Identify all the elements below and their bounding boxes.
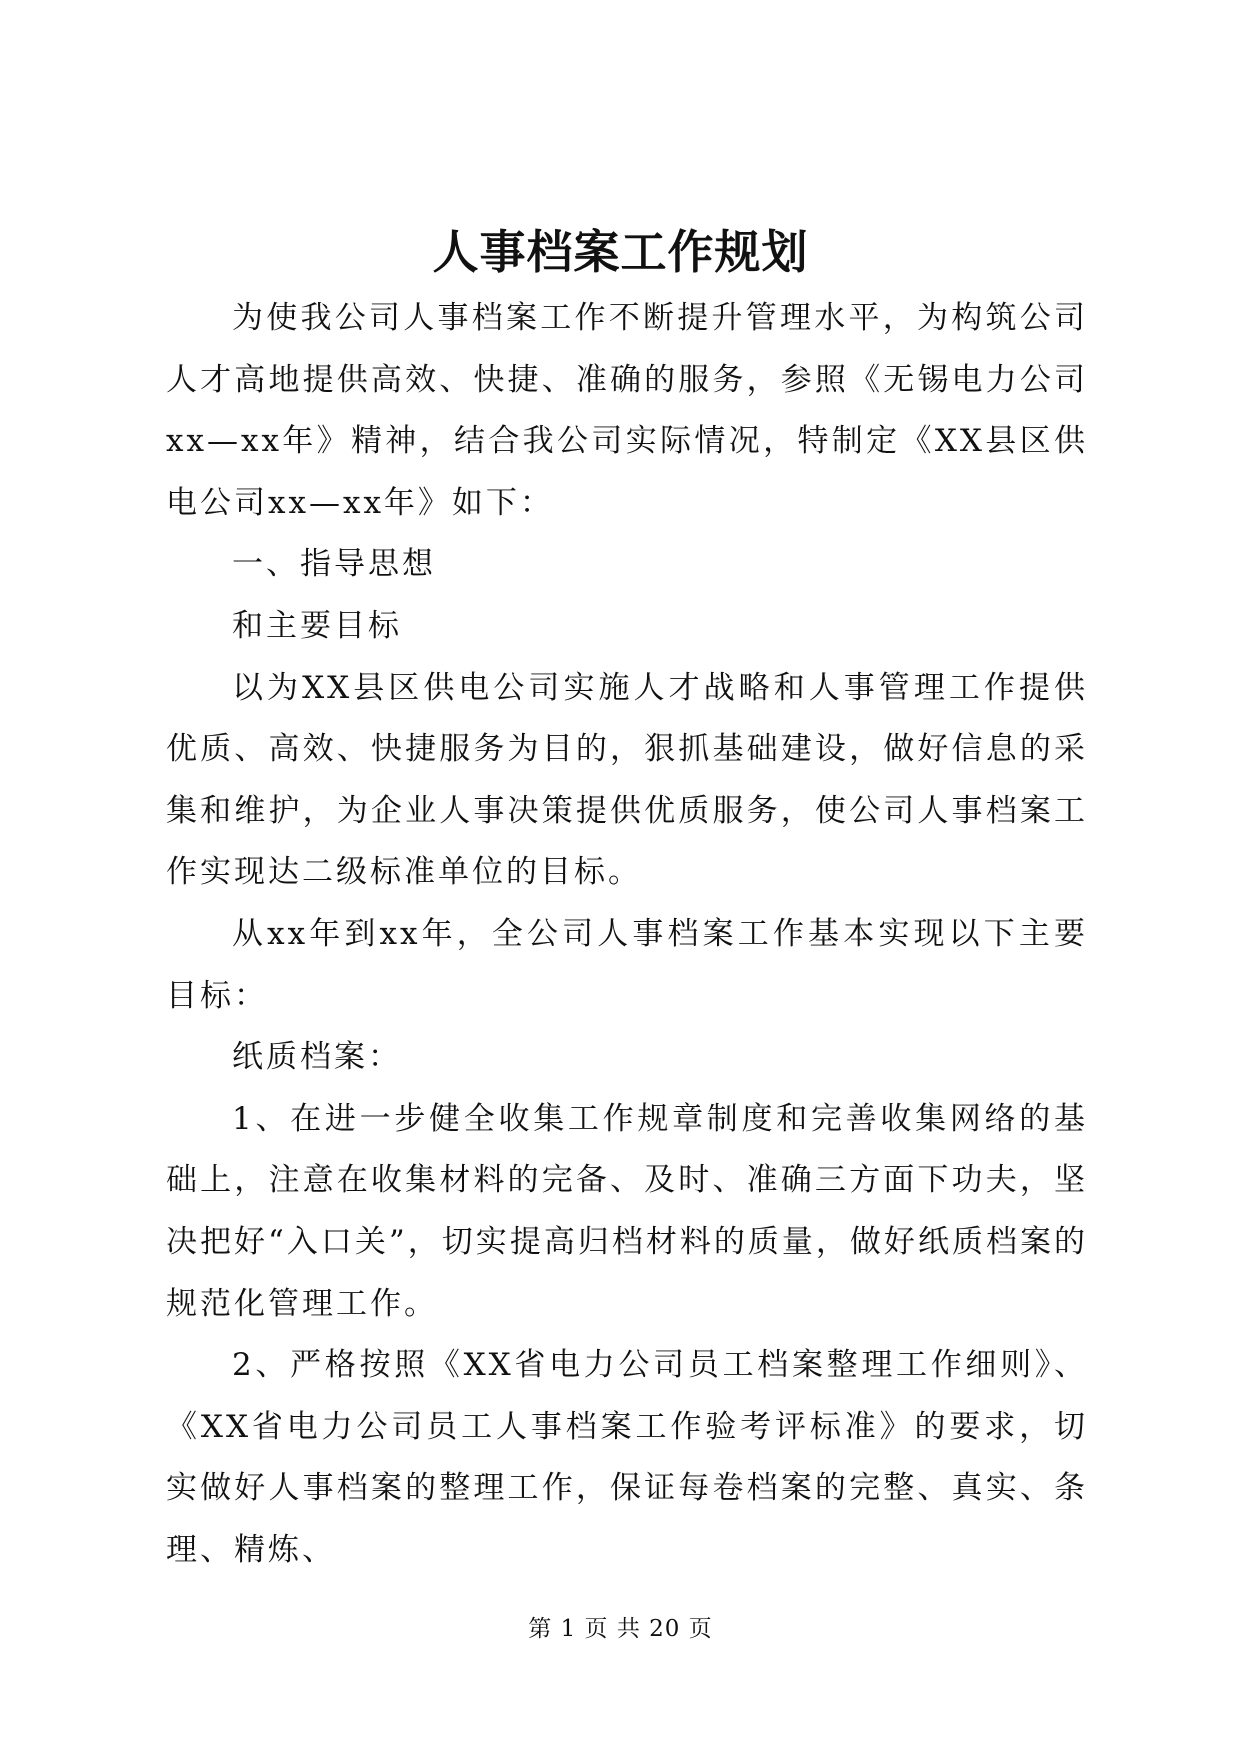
list-item-1: 1、在进一步健全收集工作规章制度和完善收集网络的基础上，注意在收集材料的完备、及时、准确三方面下功夫，坚决把好“入口关”，切实提高归档材料的质量，做好纸质档案的规范化管理工作。 (166, 1100, 1088, 1322)
list-item-2: 2、严格按照《XX省电力公司员工档案整理工作细则》、《XX省电力公司员工人事档案工作验考评标准》的要求，切实做好人事档案的整理工作，保证每卷档案的完整、真实、条理、精炼、 (166, 1347, 1088, 1568)
paragraph-intro: 为使我公司人事档案工作不断提升管理水平，为构筑公司人才高地提供高效、快捷、准确的服务，参照《无锡电力公司xx—xx年》精神，结合我公司实际情况，特制定《XX县区供电公司xx—xx年》如下： (166, 300, 1088, 521)
section-heading-main-goals: 和主要目标 (232, 607, 402, 644)
page-footer: 第 1 页 共 20 页 (528, 1616, 713, 1642)
document-title: 人事档案工作规划 (432, 225, 809, 279)
section-heading-guiding-thought: 一、指导思想 (232, 546, 436, 583)
document-body (166, 288, 1088, 1581)
paragraph-purpose: 以为XX县区供电公司实施人才战略和人事管理工作提供优质、高效、快捷服务为目的，狠抓基础建设，做好信息的采集和维护，为企业人事决策提供优质服务，使公司人事档案工作实现达二级标准单位的目标。 (166, 669, 1088, 891)
subheading-paper-archives: 纸质档案： (232, 1039, 402, 1076)
paragraph-goals-intro: 从xx年到xx年，全公司人事档案工作基本实现以下主要目标： (166, 915, 1088, 1014)
